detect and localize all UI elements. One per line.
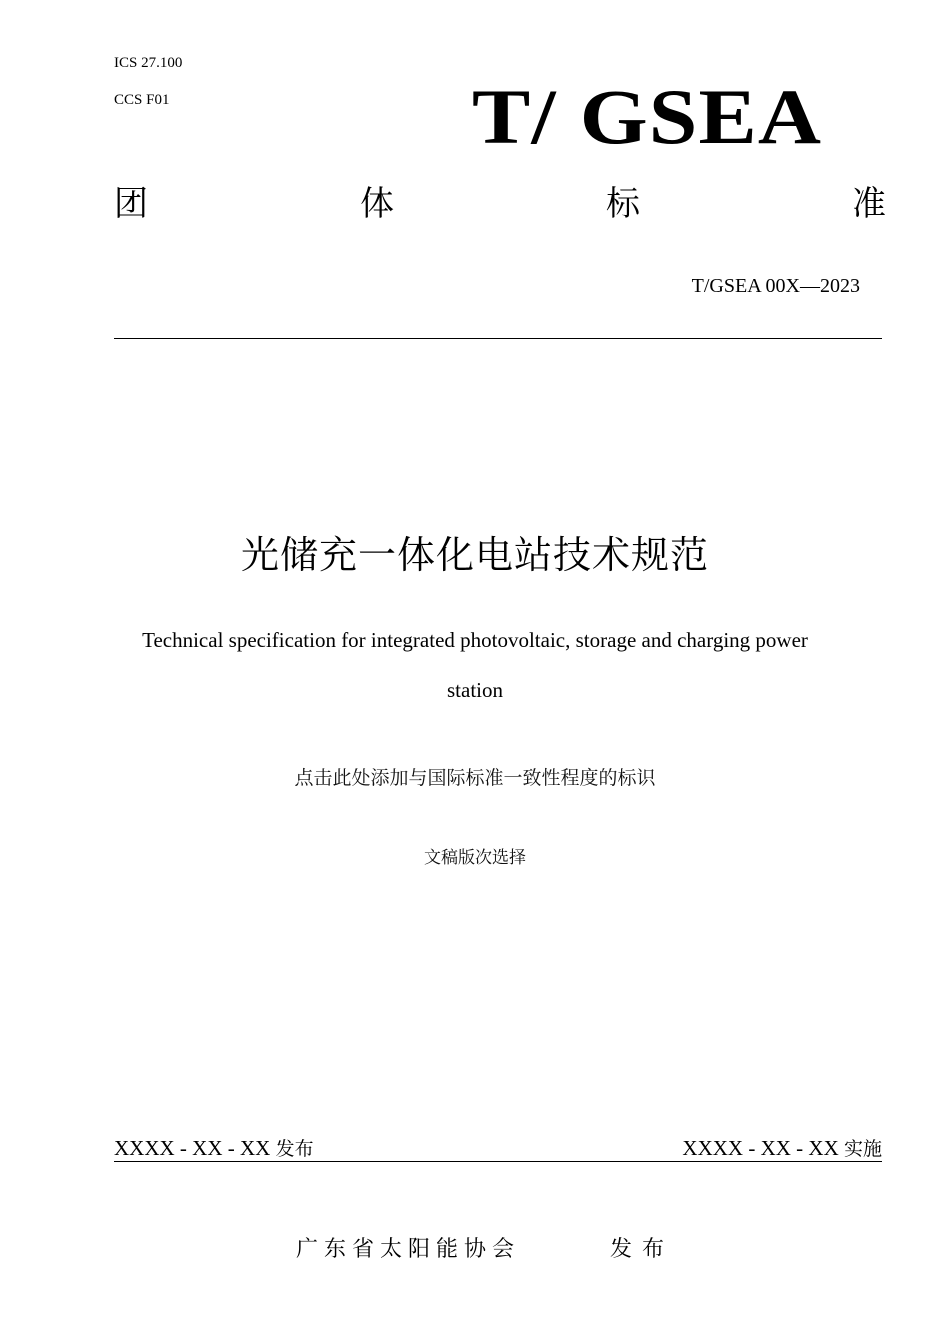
group-standard-char: 准 [852,184,886,224]
ccs-code: CCS F01 [114,92,170,108]
issue-label: 发布 [275,1138,314,1160]
group-standard-char: 标 [606,184,640,224]
implement-date-field[interactable] [682,1137,882,1160]
conformity-placeholder-field[interactable]: 点击此处添加与国际标准一致性程度的标识 [294,767,656,789]
date-row [114,1137,882,1160]
group-standard-char: 团 [114,184,148,224]
standard-brand-logo: T/ GSEA [472,73,823,160]
implement-date: XXXX - XX - XX [682,1136,839,1160]
draft-version-selector[interactable]: 文稿版次选择 [424,848,526,868]
title-english-line1: Technical specification for integrated photovoltaic, storage and charging power [142,628,808,652]
header-divider [114,338,882,339]
standard-number: T/GSEA 00X—2023 [691,275,860,297]
group-standard-char: 体 [360,184,394,224]
issue-date: XXXX - XX - XX [114,1136,271,1160]
title-english-line2: station [447,678,503,702]
group-standard-heading [114,186,886,223]
implement-label: 实施 [843,1138,882,1160]
date-divider [114,1161,882,1162]
publish-label: 发布 [610,1237,675,1262]
title-chinese: 光储充一体化电站技术规范 [240,533,709,577]
publisher-name: 广东省太阳能协会 [296,1237,521,1262]
issue-date-field[interactable] [114,1137,314,1160]
ics-code: ICS 27.100 [114,55,183,71]
